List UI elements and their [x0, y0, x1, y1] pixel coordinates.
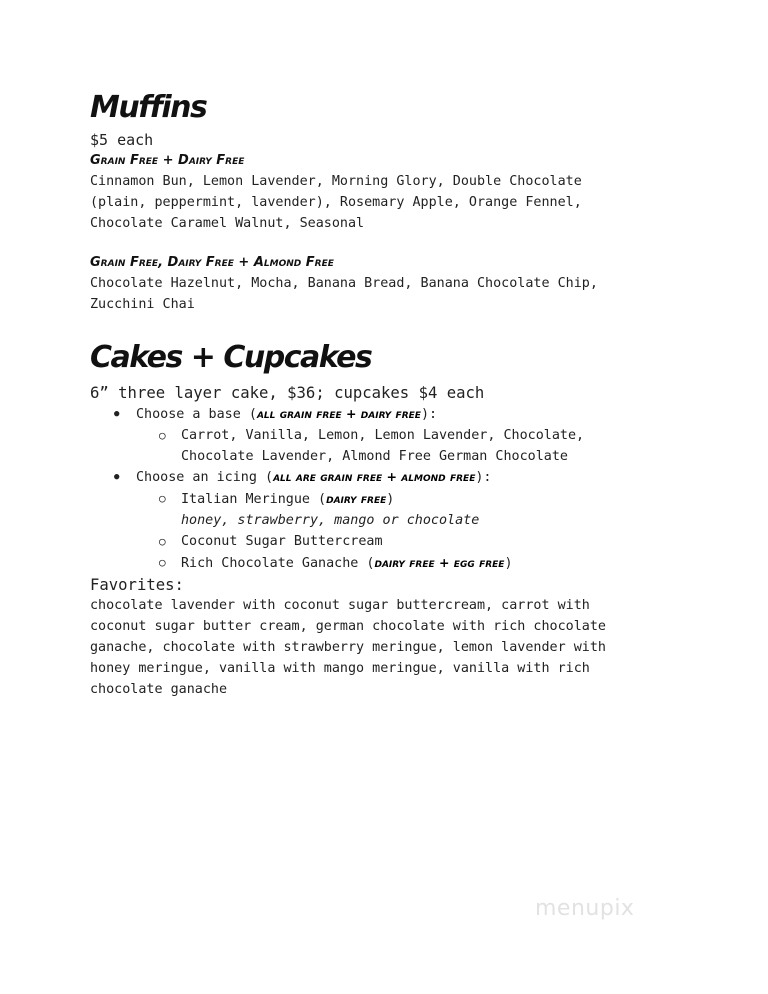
muffins-group1-line: Chocolate Caramel Walnut, Seasonal — [90, 215, 365, 231]
italian-meringue-note: dairy free — [326, 491, 387, 507]
base-options-item — [159, 426, 690, 468]
choose-base-item — [114, 404, 690, 467]
muffins-group2-heading: Grain Free, Dairy Free + Almond Free — [90, 255, 334, 271]
favorites-heading: Favorites: — [90, 576, 184, 595]
cakes-price: 6” three layer cake, $36; cupcakes $4 each — [90, 383, 485, 402]
icing-note-close: ): — [475, 470, 492, 486]
muffins-group1-heading: Grain Free + Dairy Free — [90, 153, 245, 168]
icing-note: all are grain free + almond free — [273, 469, 476, 485]
muffins-price: $5 each — [90, 131, 154, 149]
muffins-group2-list — [90, 274, 690, 316]
icing-option-chocolate-ganache — [159, 553, 690, 575]
favorites-line: honey meringue, vanilla with mango meringue, vanilla with rich — [90, 660, 590, 676]
cake-options-list — [90, 404, 690, 574]
menu-page — [90, 86, 690, 700]
muffins-group1-list — [90, 172, 690, 234]
chocolate-ganache-label: Rich Chocolate Ganache ( — [181, 555, 375, 571]
chocolate-ganache-note: dairy free + egg free — [374, 554, 505, 570]
favorites-list — [90, 596, 690, 700]
italian-meringue-label: Italian Meringue ( — [181, 492, 327, 508]
choose-icing-label: Choose an icing ( — [136, 470, 274, 486]
italian-meringue-close: ) — [386, 492, 395, 508]
base-note-close: ): — [420, 406, 438, 422]
favorites-line: chocolate ganache — [90, 681, 228, 697]
base-options-line: Carrot, Vanilla, Lemon, Lemon Lavender, Chocolate, — [181, 427, 585, 443]
favorites-line: chocolate lavender with coconut sugar buttercream, carrot with — [90, 598, 590, 614]
choose-base-label: Choose a base ( — [136, 406, 257, 422]
menupix-watermark: menupix — [535, 896, 635, 921]
coconut-buttercream-label: Coconut Sugar Buttercream — [181, 533, 383, 549]
muffins-title: Muffins — [90, 90, 207, 125]
base-options — [136, 426, 690, 468]
muffins-group2-line: Chocolate Hazelnut, Mocha, Banana Bread, Banana Chocolate Chip, — [90, 276, 598, 292]
italian-meringue-flavors: honey, strawberry, mango or chocolate — [181, 512, 480, 528]
favorites-line: ganache, chocolate with strawberry meringue, lemon lavender with — [90, 639, 606, 655]
chocolate-ganache-close: ) — [504, 555, 513, 571]
base-options-line: Chocolate Lavender, Almond Free German Chocolate — [181, 448, 568, 464]
favorites-line: coconut sugar butter cream, german chocolate with rich chocolate — [90, 619, 606, 635]
icing-options — [136, 489, 690, 574]
cakes-title: Cakes + Cupcakes — [90, 339, 372, 375]
base-note: all grain free + dairy free — [256, 405, 421, 421]
icing-option-coconut-buttercream — [159, 532, 690, 553]
icing-option-italian-meringue — [159, 489, 690, 532]
muffins-group1-line: Cinnamon Bun, Lemon Lavender, Morning Glory, Double Chocolate — [90, 174, 582, 189]
choose-icing-item — [114, 467, 690, 574]
muffins-group2-line: Zucchini Chai — [90, 297, 195, 313]
muffins-group1-line: (plain, peppermint, lavender), Rosemary Apple, Orange Fennel, — [90, 194, 582, 210]
